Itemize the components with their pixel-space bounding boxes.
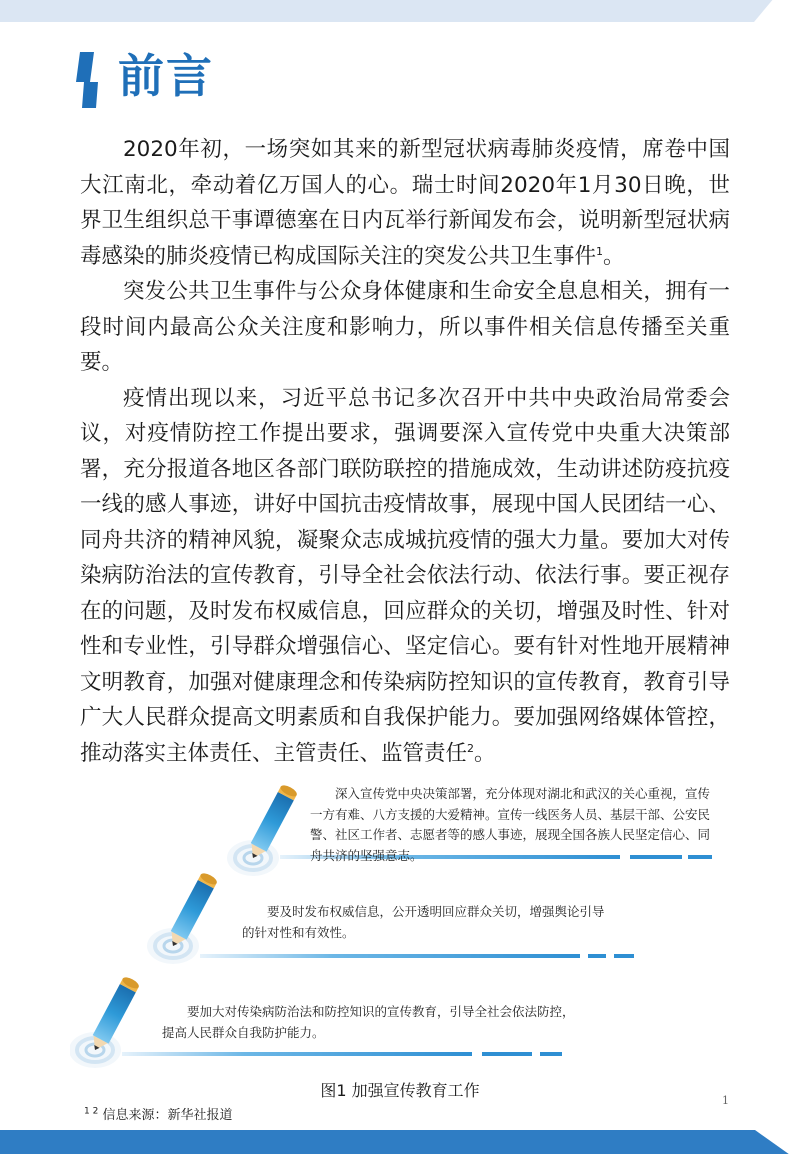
paragraph-1: 2020年初，一场突如其来的新型冠状病毒肺炎疫情，席卷中国大江南北，牵动着亿万国人的心。瑞士时间2020年1月30日晚，世界卫生组织总干事谭德塞在日内瓦举行新闻发布会，说明新型冠状病毒感染的肺炎疫情已构成国际关注的突发公共卫生事件$^1$。 — [80, 137, 730, 269]
footnote-text: 信息来源：新华社报道 — [102, 1108, 233, 1123]
bottom-band — [0, 1130, 800, 1154]
paragraph-3: 疫情出现以来，习近平总书记多次召开中共中央政治局常委会议，对疫情防控工作提出要求，强调要深入宣传党中央重大决策部署，充分报道各地区各部门联防联控的措施成效，生动讲述防疫抗疫一线的感人事迹，讲好中国抗击疫情故事，展现中国人民团结一心、同舟共济的精神风貌，凝聚众志成城抗疫情的强大力量。要加大对传染病防治法的宣传教育，引导全社会依法行动、依法行事。要正视存在的问题，及时发布权威信息，回应群众的关切，增强及时性、针对性和专业性，引导群众增强信心、坚定信心。要有针对性地开展精神文明教育，加强对健康理念和传染病防控知识的宣传教育，教育引导广大人民群众提高文明素质和自我保护能力。要加强网络媒体管控，推动落实主体责任、主管责任、监管责任$^2$。 — [80, 385, 730, 766]
page-title: 前言 — [118, 49, 214, 103]
figure-item-3: 要加大对传染病防治法和防控知识的宣传教育，引导全社会依法防控，提高人民群众自我防护能力。 — [162, 1004, 575, 1040]
title-bar-icon — [72, 52, 106, 108]
footnote-ref-1: 1 — [596, 244, 604, 258]
body-text — [80, 132, 730, 771]
footnote-ref-2: 2 — [467, 741, 475, 755]
figure-item-1: 深入宣传党中央决策部署，充分体现对湖北和武汉的关心重视，宣传一方有难、八方支援的大爱精神。宣传一线医务人员、基层干部、公安民警、社区工作者、志愿者等的感人事迹，展现全国各族人民坚定信心、同舟共济的坚强意志。 — [310, 786, 711, 863]
figure-item-2: 要及时发布权威信息，公开透明回应群众关切，增强舆论引导的针对性和有效性。 — [242, 904, 605, 940]
figure-1 — [70, 770, 750, 1070]
figure-caption: 图1 加强宣传教育工作 — [320, 1081, 480, 1100]
top-band — [0, 0, 800, 22]
paragraph-2: 突发公共卫生事件与公众身体健康和生命安全息息相关，拥有一段时间内最高公众关注度和影响力，所以事件相关信息传播至关重要。 — [80, 279, 730, 375]
page-number: 1 — [722, 1094, 729, 1107]
footnote-refs: 1 2 — [84, 1106, 99, 1117]
footnote — [84, 1104, 232, 1123]
